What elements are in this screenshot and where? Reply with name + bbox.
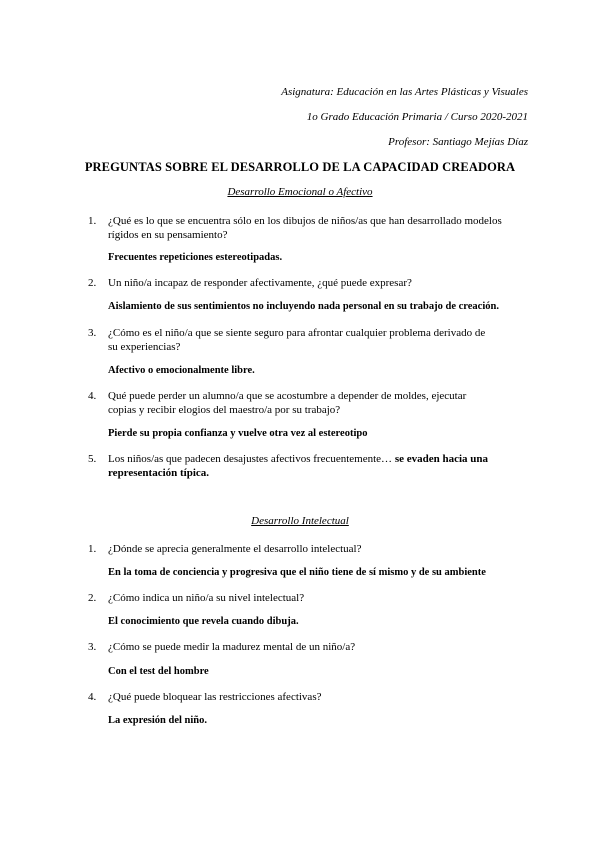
subject-line: Asignatura: Educación en las Artes Plásticas y Visuales	[281, 86, 528, 98]
question-number: 5.	[88, 453, 97, 465]
question-text: Qué puede perder un alumno/a que se acostumbre a depender de moldes, ejecutar copias y recibir elogios del maestro/a por su trabajo?	[108, 390, 467, 416]
course-line: 1o Grado Educación Primaria / Curso 2020-2021	[306, 111, 528, 123]
question-text: ¿Qué es lo que se encuentra sólo en los dibujos de niños/as que han desarrollado modelos rígidos en su pensamiento?	[108, 215, 502, 241]
question-text: ¿Qué puede bloquear las restricciones afectivas?	[108, 691, 322, 703]
question-number: 1.	[88, 543, 97, 555]
answer-s2-2: El conocimiento que revela cuando dibuja.	[108, 616, 299, 627]
question-number: 3.	[88, 641, 97, 653]
section-title-emotional: Desarrollo Emocional o Afectivo	[227, 186, 373, 198]
answer-s2-3: Con el test del hombre	[108, 666, 209, 677]
question-s2-3	[88, 640, 528, 654]
answer-1: Frecuentes repeticiones estereotipadas.	[108, 252, 283, 263]
question-text: ¿Cómo indica un niño/a su nivel intelectual?	[108, 592, 305, 604]
question-s2-4	[88, 690, 528, 704]
answer-s2-1: En la toma de conciencia y progresiva que el niño tiene de sí mismo y de su ambiente	[108, 567, 486, 578]
inline-answer: se evaden hacia una	[394, 453, 489, 465]
section-title-intellectual: Desarrollo Intelectual	[251, 515, 349, 527]
question-number: 2.	[88, 277, 97, 289]
answer-4: Pierde su propia confianza y vuelve otra vez al estereotipo	[108, 428, 368, 439]
question-2	[88, 276, 528, 290]
question-number: 2.	[88, 592, 97, 604]
question-number: 4.	[88, 691, 97, 703]
question-5	[88, 452, 528, 480]
question-s2-2	[88, 591, 528, 605]
answer-2: Aislamiento de sus sentimientos no incluyendo nada personal en su trabajo de creación.	[108, 301, 499, 312]
question-s2-1	[88, 542, 528, 556]
question-text: ¿Dónde se aprecia generalmente el desarrollo intelectual?	[108, 543, 362, 555]
answer-3: Afectivo o emocionalmente libre.	[108, 365, 255, 376]
question-3	[88, 326, 528, 354]
question-number: 4.	[88, 390, 97, 402]
question-text: ¿Cómo se puede medir la madurez mental de un niño/a?	[108, 641, 356, 653]
question-1	[88, 214, 528, 242]
question-text: Un niño/a incapaz de responder afectivamente, ¿qué puede expresar?	[108, 277, 412, 289]
answer-s2-4: La expresión del niño.	[108, 715, 207, 726]
question-number: 1.	[88, 215, 97, 227]
question-text: ¿Cómo es el niño/a que se siente seguro para afrontar cualquier problema derivado de su experiencias?	[108, 327, 486, 353]
inline-answer: representación típica.	[108, 467, 210, 479]
question-4	[88, 389, 528, 417]
page-title: PREGUNTAS SOBRE EL DESARROLLO DE LA CAPACIDAD CREADORA	[84, 160, 516, 174]
question-number: 3.	[88, 327, 97, 339]
professor-line: Profesor: Santiago Mejías Díaz	[388, 136, 528, 148]
question-text: Los niños/as que padecen desajustes afectivos frecuentemente… se evaden hacia una representación típica.	[108, 452, 528, 480]
